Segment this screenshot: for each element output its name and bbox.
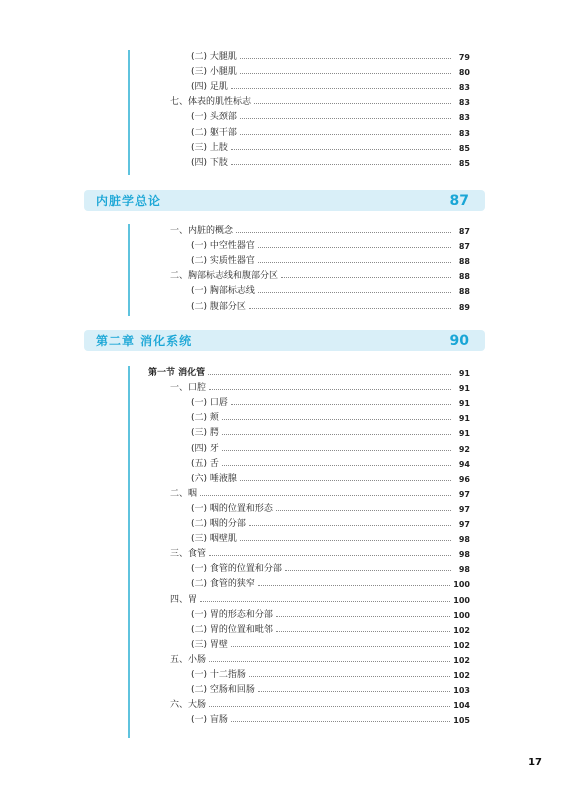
- dot-leader: [222, 419, 451, 420]
- toc-entry[interactable]: [170, 653, 470, 668]
- margin-rule: [128, 50, 130, 175]
- dot-leader: [240, 73, 451, 74]
- toc-entry[interactable]: [191, 577, 470, 592]
- toc-entry[interactable]: [191, 300, 470, 315]
- dot-leader: [200, 601, 450, 602]
- toc-entry-label: (四) 足肌: [191, 82, 228, 93]
- dot-leader: [222, 434, 451, 435]
- toc-entry-label: (三) 上肢: [191, 142, 228, 153]
- chapter-heading[interactable]: [84, 190, 485, 211]
- toc-entry[interactable]: [148, 366, 470, 381]
- toc-entry[interactable]: [191, 562, 470, 577]
- dot-leader: [240, 540, 451, 541]
- toc-entry-label: 一、内脏的概念: [170, 226, 234, 236]
- toc-entry[interactable]: [191, 472, 470, 487]
- dot-leader: [240, 134, 451, 135]
- toc-entry-page: 97: [458, 489, 470, 499]
- toc-entry[interactable]: [191, 713, 470, 728]
- toc-entry[interactable]: [191, 65, 470, 80]
- toc-entry[interactable]: [191, 502, 470, 517]
- toc-entry-page: 100: [453, 610, 470, 620]
- toc-entry-label: (一) 中空性器官: [191, 241, 255, 252]
- dot-leader: [236, 232, 451, 233]
- toc-entry[interactable]: [191, 517, 470, 532]
- toc-entry[interactable]: [170, 269, 470, 284]
- toc-entry-label: (二) 大腿肌: [191, 52, 237, 62]
- toc-entry-label: (一) 盲肠: [191, 715, 228, 726]
- toc-entry[interactable]: [191, 110, 470, 125]
- dot-leader: [258, 247, 451, 248]
- dot-leader: [208, 374, 451, 375]
- toc-entry-label: (二) 咽的分部: [191, 519, 246, 529]
- chapter-title: 内脏学总论: [96, 194, 162, 208]
- toc-entry-page: 98: [458, 535, 470, 545]
- toc-entry-label: (一) 胸部标志线: [191, 286, 255, 297]
- dot-leader: [258, 292, 451, 293]
- toc-entry[interactable]: [191, 457, 470, 472]
- toc-entry-page: 91: [458, 414, 470, 424]
- toc-entry-page: 83: [458, 128, 470, 138]
- dot-leader: [240, 58, 451, 59]
- dot-leader: [209, 555, 451, 556]
- dot-leader: [249, 676, 450, 677]
- toc-entry-page: 87: [458, 227, 470, 236]
- dot-leader: [276, 510, 451, 511]
- toc-entry-label: (五) 舌: [191, 458, 219, 469]
- dot-leader: [231, 88, 451, 89]
- toc-entry-label: (三) 咽壁肌: [191, 534, 237, 545]
- chapter-page: 87: [449, 192, 469, 209]
- toc-entry-label: (一) 胃的形态和分部: [191, 609, 273, 620]
- toc-entry-page: 88: [458, 272, 470, 282]
- toc-entry-label: (二) 躯干部: [191, 127, 237, 138]
- toc-entry-page: 91: [458, 369, 470, 378]
- toc-entry[interactable]: [191, 80, 470, 95]
- toc-entry-label: 二、咽: [170, 488, 198, 499]
- toc-entry-label: 一、口腔: [170, 383, 207, 394]
- toc-entry-label: 三、食管: [170, 549, 207, 560]
- dot-leader: [231, 149, 451, 150]
- dot-leader: [249, 525, 451, 526]
- toc-entry[interactable]: [191, 442, 470, 457]
- toc-entry-label: 四、胃: [170, 594, 198, 605]
- toc-entry-page: 83: [458, 113, 470, 123]
- toc-entry[interactable]: [191, 156, 470, 171]
- toc-entry[interactable]: [191, 668, 470, 683]
- dot-leader: [209, 661, 450, 662]
- toc-entry[interactable]: [191, 532, 470, 547]
- toc-entry[interactable]: [191, 396, 470, 411]
- toc-entry-page: 102: [453, 671, 470, 680]
- toc-entry-page: 102: [453, 640, 470, 650]
- toc-entry-label: (一) 食管的位置和分部: [191, 564, 282, 575]
- toc-entry[interactable]: [170, 381, 470, 396]
- toc-entry[interactable]: [191, 126, 470, 141]
- dot-leader: [285, 570, 451, 571]
- dot-leader: [222, 465, 451, 466]
- toc-entry-page: 105: [453, 716, 470, 726]
- toc-entry-page: 91: [458, 384, 470, 394]
- toc-entry-label: 七、体表的肌性标志: [170, 97, 252, 108]
- dot-leader: [258, 585, 450, 586]
- toc-entry-label: (一) 口唇: [191, 398, 228, 409]
- toc-entry-label: (一) 头颈部: [191, 112, 237, 123]
- toc-entry-page: 91: [458, 429, 470, 439]
- toc-entry-label: (三) 胃壁: [191, 639, 228, 650]
- toc-entry[interactable]: [191, 683, 470, 698]
- toc-entry-label: 六、大肠: [170, 700, 207, 711]
- dot-leader: [240, 118, 451, 119]
- dot-leader: [258, 262, 451, 263]
- toc-entry-page: 102: [453, 625, 470, 635]
- toc-entry[interactable]: [170, 547, 470, 562]
- toc-entry-page: 103: [453, 686, 470, 696]
- toc-entry-label: 第一节 消化管: [148, 368, 206, 378]
- toc-entry[interactable]: [191, 623, 470, 638]
- margin-rule: [128, 224, 130, 316]
- toc-entry-page: 83: [458, 98, 470, 108]
- toc-entry[interactable]: [191, 638, 470, 653]
- dot-leader: [249, 308, 451, 309]
- toc-entry-page: 97: [458, 504, 470, 514]
- toc-entry-page: 102: [453, 655, 470, 665]
- toc-entry[interactable]: [191, 141, 470, 156]
- toc-entry[interactable]: [191, 254, 470, 269]
- toc-entry[interactable]: [191, 411, 470, 426]
- toc-entry-label: (六) 唾液腺: [191, 473, 237, 484]
- toc-entry-page: 87: [458, 242, 470, 252]
- toc-entry[interactable]: [191, 426, 470, 441]
- toc-entry-label: (二) 食管的狭窄: [191, 579, 255, 590]
- toc-entry-label: (四) 下肢: [191, 157, 228, 168]
- dot-leader: [209, 389, 451, 390]
- dot-leader: [209, 706, 450, 707]
- toc-entry-page: 96: [458, 474, 470, 484]
- toc-entry-label: (二) 实质性器官: [191, 256, 255, 267]
- toc-entry-page: 88: [458, 257, 470, 267]
- page-number: 17: [528, 757, 542, 768]
- toc-entry-label: (三) 小腿肌: [191, 67, 237, 78]
- toc-entry-label: (四) 牙: [191, 443, 219, 454]
- toc-entry-page: 104: [453, 701, 470, 711]
- toc-entry-page: 94: [458, 459, 470, 469]
- toc-entry-page: 85: [458, 158, 470, 168]
- dot-leader: [231, 721, 450, 722]
- toc-entry[interactable]: [191, 50, 470, 65]
- chapter-title: 第二章 消化系统: [96, 334, 193, 348]
- toc-entry-label: (二) 胃的位置和毗邻: [191, 624, 273, 635]
- dot-leader: [276, 616, 450, 617]
- toc-entry-page: 91: [458, 399, 470, 409]
- dot-leader: [222, 450, 451, 451]
- dot-leader: [276, 631, 450, 632]
- chapter-heading[interactable]: [84, 330, 485, 351]
- dot-leader: [281, 277, 451, 278]
- dot-leader: [231, 164, 451, 165]
- toc-entry-label: 二、胸部标志线和腹部分区: [170, 271, 279, 282]
- dot-leader: [231, 404, 451, 405]
- toc-entry-page: 89: [458, 302, 470, 312]
- toc-entry-page: 83: [458, 83, 470, 93]
- toc-entry-label: 五、小肠: [170, 654, 207, 665]
- toc-entry[interactable]: [170, 95, 470, 110]
- toc-entry[interactable]: [191, 608, 470, 623]
- toc-entry[interactable]: [170, 224, 470, 239]
- toc-entry[interactable]: [170, 593, 470, 608]
- toc-entry-page: 79: [458, 53, 470, 62]
- dot-leader: [231, 646, 450, 647]
- toc-entry-label: (二) 颊: [191, 413, 219, 424]
- toc-entry-label: (二) 空肠和回肠: [191, 685, 255, 696]
- toc-entry[interactable]: [191, 284, 470, 299]
- toc-entry-page: 100: [453, 580, 470, 590]
- dot-leader: [240, 480, 451, 481]
- toc-entry-label: (二) 腹部分区: [191, 301, 246, 312]
- toc-entry-page: 92: [458, 444, 470, 454]
- toc-entry-page: 88: [458, 287, 470, 297]
- toc-entry-label: (一) 十二指肠: [191, 670, 246, 680]
- toc-entry-page: 85: [458, 143, 470, 153]
- toc-entry-page: 98: [458, 565, 470, 575]
- toc-entry-label: (一) 咽的位置和形态: [191, 503, 273, 514]
- toc-entry-page: 100: [453, 595, 470, 605]
- toc-entry[interactable]: [170, 698, 470, 713]
- toc-entry-page: 98: [458, 550, 470, 560]
- toc-entry-label: (三) 腭: [191, 428, 219, 439]
- dot-leader: [200, 495, 451, 496]
- toc-entry-page: 97: [458, 520, 470, 529]
- toc-entry-page: 80: [458, 68, 470, 78]
- dot-leader: [258, 691, 450, 692]
- toc-entry[interactable]: [191, 239, 470, 254]
- toc-entry[interactable]: [170, 487, 470, 502]
- chapter-page: 90: [449, 332, 469, 349]
- margin-rule: [128, 366, 130, 738]
- dot-leader: [254, 103, 451, 104]
